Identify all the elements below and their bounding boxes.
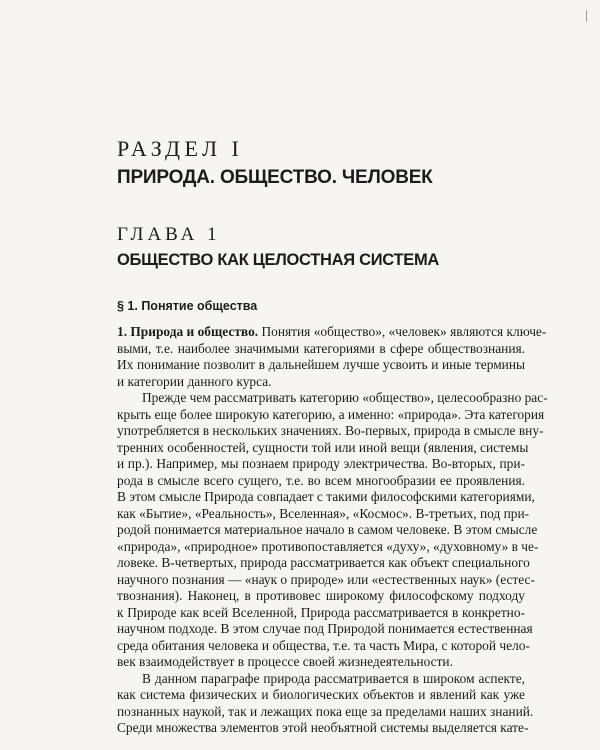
text-line: Прежде чем рассматривать категорию «общество», целесообразно рас- xyxy=(142,390,548,405)
text-line: родой понимается материальное начало в самом человеке. В этом смысле xyxy=(117,522,538,537)
text-line: твознания). Наконец, в противовес широкому философскому подходу xyxy=(117,588,525,603)
text-line: В этом смысле Природа совпадает с такими философскими категориями, xyxy=(117,489,535,504)
text-line: век взаимодействует в процессе своей жизнедеятельности. xyxy=(117,654,453,669)
text-line: и пр.). Например, мы познаем природу электричества. Во-вторых, при- xyxy=(117,456,525,471)
text-line: и категории данного курса. xyxy=(117,373,272,389)
text-line: научном подходе. В этом случае под Природой понимается естественная xyxy=(117,621,533,636)
section-title: § 1. Понятие общества xyxy=(117,299,258,313)
text-line: ловеке. В-четвертых, природа рассматривается как объект специального xyxy=(117,555,530,570)
text-line: Среди множества элементов этой необъятной системы выделяется кате- xyxy=(117,720,529,735)
chapter-number: ГЛАВА 1 xyxy=(117,224,221,245)
text-line: крыть еще более широкую категорию, а именно: «природа». Эта категория xyxy=(117,406,545,422)
text-line: к Природе как всей Вселенной, Природа рассматривается в конкретно- xyxy=(117,604,525,620)
text-line: среда обитания человека и общества, т.е. та часть Мира, с которой чело- xyxy=(117,637,530,653)
text-line: научного познания — «наук о природе» или «естественных наук» (естес- xyxy=(117,571,535,587)
text-line: употребляется в нескольких значениях. Во-первых, природа в смысле вну- xyxy=(117,423,544,438)
text-line: выми, т.е. наиболее значимыми категориями в сфере обществознания. xyxy=(117,340,525,356)
text-line: как система физических и биологических объектов и явлений как уже xyxy=(117,687,525,702)
text-line-rest: Понятия «общество», «человек» являются ключе- xyxy=(258,324,547,339)
text-line: рода в смысле всего сущего, т.е. во всем многообразии ее проявления. xyxy=(117,472,525,488)
body-text xyxy=(117,324,548,737)
page-edge-mark xyxy=(586,10,587,22)
text-line: Их понимание позволит в дальнейшем лучше усвоить и иные термины xyxy=(117,357,525,372)
text-line: как «Бытие», «Реальность», Вселенная», «Космос». В-третьих, под при- xyxy=(117,505,530,521)
part-number: РАЗДЕЛ I xyxy=(117,136,244,161)
text-line: тренних особенностей, сущности той или иной вещи (явления, системы xyxy=(117,439,529,455)
part-title: ПРИРОДА. ОБЩЕСТВО. ЧЕЛОВЕК xyxy=(117,167,433,188)
text-line: В данном параграфе природа рассматривается в широком аспекте, xyxy=(142,670,525,686)
paragraph-lead: 1. Природа и общество. xyxy=(117,324,259,339)
text-line xyxy=(117,324,547,341)
chapter-title: ОБЩЕСТВО КАК ЦЕЛОСТНАЯ СИСТЕМА xyxy=(117,251,440,269)
text-line: «природа», «природное» противопоставляется «духу», «духовному» в че- xyxy=(117,538,539,554)
text-line: познанных наукой, так и лежащих пока еще за пределами наших знаний. xyxy=(117,703,534,719)
